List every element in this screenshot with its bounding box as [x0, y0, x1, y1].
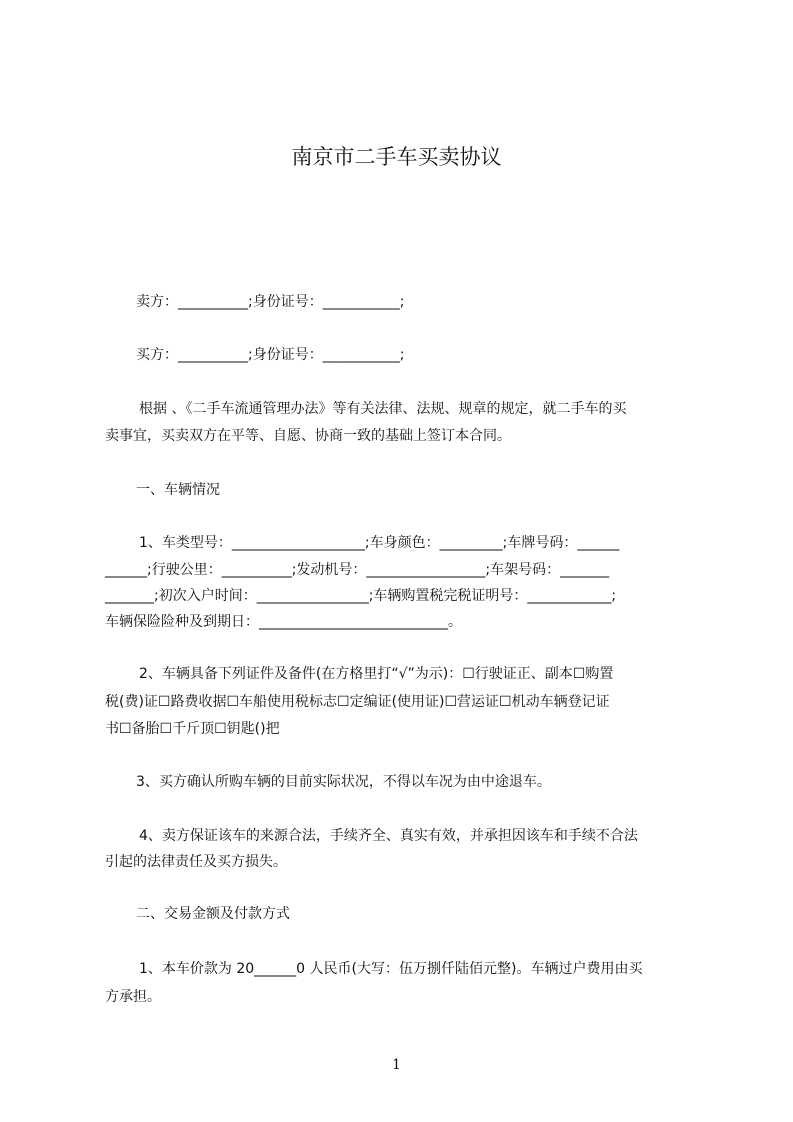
clause-4-line: 4、卖方保证该车的来源合法，手续齐全、真实有效，并承担因该车和手续不合法 — [139, 828, 638, 844]
vehicle-info-line: 车辆保险险种及到期日：___________________________。 — [105, 614, 462, 630]
preamble-line: 卖事宜，买卖双方在平等、自愿、协商一致的基础上签订本合同。 — [105, 428, 511, 444]
clause-3: 3、买方确认所购车辆的目前实际状况，不得以车况为由中途退车。 — [136, 774, 551, 790]
page-number: 1 — [392, 1057, 401, 1073]
vehicle-info-line: 1、车类型号：___________________;车身颜色：_________;车牌号码：______ — [139, 535, 620, 551]
documents-checklist-line: 书☐备胎☐千斤顶☐钥匙()把 — [105, 721, 280, 737]
price-line: 1、本车价款为 20______0 人民币(大写：伍万捌仟陆佰元整)。车辆过户费用由买 — [139, 961, 643, 977]
section-heading: 二、交易金额及付款方式 — [136, 906, 290, 922]
documents-checklist-line: 税(费)证☐路费收据☐车船使用税标志☐定编证(使用证)☐营运证☐机动车辆登记证 — [105, 694, 610, 710]
seller-line: 卖方：__________;身份证号：___________; — [136, 294, 405, 310]
document-title: 南京市二手车买卖协议 — [291, 145, 502, 169]
section-heading: 一、车辆情况 — [136, 482, 220, 498]
vehicle-info-line: ______;行驶公里：__________;发动机号：_________________;车架号码：_______ — [105, 562, 610, 578]
vehicle-info-line: _______;初次入户时间：________________;车辆购置税完税证明号：____________; — [105, 588, 617, 604]
price-line: 方承担。 — [105, 989, 161, 1005]
preamble-line: 根据 、《二手车流通管理办法》等有关法律、法规、规章的规定，就二手车的买 — [139, 401, 627, 417]
buyer-line: 买方：__________;身份证号：___________; — [136, 347, 405, 363]
documents-checklist-line: 2、车辆具备下列证件及备件(在方格里打“√”为示)：☐行驶证正、副本☐购置 — [139, 666, 614, 682]
clause-4-line: 引起的法律责任及买方损失。 — [105, 854, 287, 870]
